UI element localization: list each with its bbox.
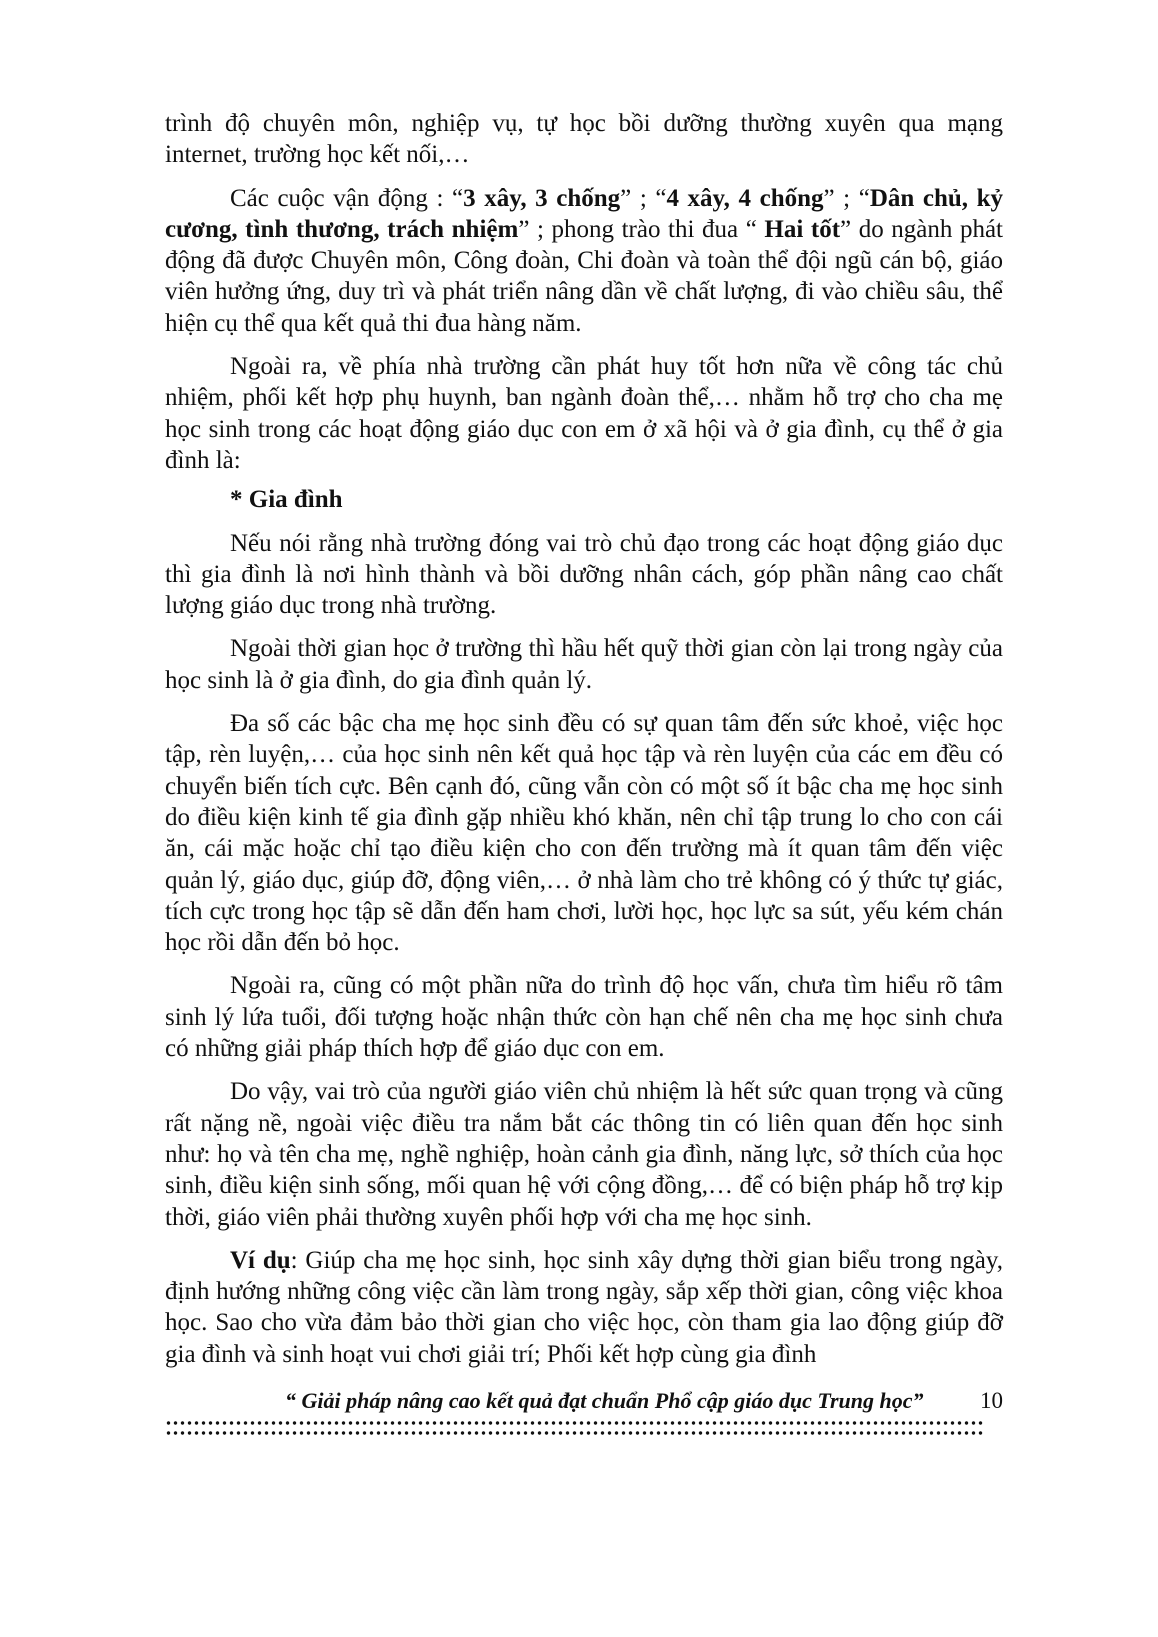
footer-title: “ Giải pháp nâng cao kết quả đạt chuẩn Phổ cập giáo dục Trung học” <box>285 1388 924 1413</box>
paragraph-2-text-5: ” do ngành phát động đã được Chuyên môn, Công đoàn, Chi đoàn và toàn thể đội ngũ cán bộ, giáo viên hưởng ứng, duy trì và phát triển nâng dần về chất lượng, đi vào chiều sâu, thể hiện cụ thể qua kết quả thi đua hàng năm. <box>165 215 1003 337</box>
paragraph-4: Nếu nói rằng nhà trường đóng vai trò chủ đạo trong các hoạt động giáo dục thì gia đình là nơi hình thành và bồi dưỡng nhân cách, góp phần nâng cao chất lượng giáo dục trong nhà trường. <box>165 529 1003 620</box>
section-heading-text: * Gia đình <box>230 486 343 514</box>
paragraph-2-bold-2: 4 xây, 4 chống <box>666 184 824 212</box>
footer-dotted-rule-bottom <box>165 1431 985 1435</box>
paragraph-1: trình độ chuyên môn, nghiệp vụ, tự học bồi dưỡng thường xuyên qua mạng internet, trường học kết nối,… <box>165 110 1003 169</box>
paragraph-2 <box>165 183 1003 339</box>
paragraph-2-text-1: Các cuộc vận động : “ <box>230 184 464 212</box>
paragraph-2-text-4: ” ; phong trào thi đua “ <box>518 215 765 243</box>
paragraph-9-text: : Giúp cha mẹ học sinh, học sinh xây dựng thời gian biểu trong ngày, định hướng những công việc cần làm trong ngày, sắp xếp thời gian, công việc khoa học. Sao cho vừa đảm bảo thời gian cho việc học, còn tham gia lao động giúp đỡ gia đình và sinh hoạt vui chơi giải trí; Phối kết hợp cùng gia đình <box>165 1246 1003 1368</box>
paragraph-2-text-3: ” ; “ <box>823 184 870 212</box>
page-number: 10 <box>980 1388 1003 1413</box>
section-heading-gia-dinh <box>165 484 1003 515</box>
paragraph-8: Do vậy, vai trò của người giáo viên chủ nhiệm là hết sức quan trọng và cũng rất nặng nề, ngoài việc điều tra nắm bắt các thông tin có liên quan đến học sinh như: họ và tên cha mẹ, nghề nghiệp, hoàn cảnh gia đình, năng lực, sở thích của học sinh, điều kiện sinh sống, mối quan hệ với cộng đồng,… để có biện pháp hỗ trợ kịp thời, giáo viên phải thường xuyên phối hợp với cha mẹ học sinh. <box>165 1078 1003 1231</box>
document-body <box>165 108 1003 1382</box>
example-label: Ví dụ <box>230 1246 291 1274</box>
footer-dotted-rule-top <box>165 1421 985 1425</box>
paragraph-6: Đa số các bậc cha mẹ học sinh đều có sự quan tâm đến sức khoẻ, việc học tập, rèn luyện,… của học sinh nên kết quả học tập và rèn luyện của các em đều có chuyển biến tích cực. Bên cạnh đó, cũng vẫn còn có một số ít bậc cha mẹ học sinh do điều kiện kinh tế gia đình gặp nhiều khó khăn, nên chỉ tập trung lo cho con cái ăn, cái mặc hoặc chỉ tạo điều kiện cho con đến trường mà ít quan tâm đến việc quản lý, giáo dục, giúp đỡ, động viên,… ở nhà làm cho trẻ không có ý thức tự giác, tích cực trong học tập sẽ dẫn đến ham chơi, lười học, học lực sa sút, yếu kém chán học rồi dẫn đến bỏ học. <box>165 710 1003 957</box>
paragraph-3: Ngoài ra, về phía nhà trường cần phát huy tốt hơn nữa về công tác chủ nhiệm, phối kết hợp phụ huynh, ban ngành đoàn thể,… nhằm hỗ trợ cho cha mẹ học sinh trong các hoạt động giáo dục con em ở xã hội và ở gia đình, cụ thể ở gia đình là: <box>165 353 1003 474</box>
paragraph-5: Ngoài thời gian học ở trường thì hầu hết quỹ thời gian còn lại trong ngày của học sinh là ở gia đình, do gia đình quản lý. <box>165 635 1003 694</box>
paragraph-2-bold-4: Hai tốt <box>764 215 841 243</box>
paragraph-7: Ngoài ra, cũng có một phần nữa do trình độ học vấn, chưa tìm hiểu rõ tâm sinh lý lứa tuổi, đối tượng hoặc nhận thức còn hạn chế nên cha mẹ học sinh chưa có những giải pháp thích hợp để giáo dục con em. <box>165 972 1003 1063</box>
paragraph-2-bold-1: 3 xây, 3 chống <box>463 184 621 212</box>
paragraph-9 <box>165 1245 1003 1370</box>
paragraph-2-text-2: ” ; “ <box>620 184 667 212</box>
paragraph-2-bold-3: Dân chủ, kỷ cương, tình thương, trách nhiệm <box>165 184 1003 243</box>
